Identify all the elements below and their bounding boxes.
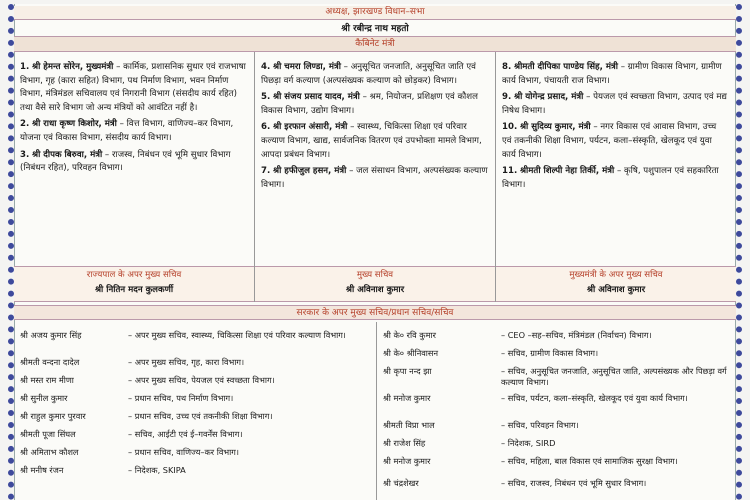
minister-entry: 3. श्री दीपक बिरुवा, मंत्री – राजस्व, निबंधन एवं भूमि सुधार विभाग (निबंधन रहित), परिवहन विभाग। xyxy=(20,149,231,174)
minister-entry: 11. श्रीमती शिल्पी नेहा तिर्की, मंत्री – कृषि, पशुपालन एवं सहकारिता विभाग। xyxy=(502,166,719,190)
column-divider xyxy=(254,52,255,266)
speaker-name: श्री रबीन्द्र नाथ महतो xyxy=(341,24,409,34)
minister-entry: 5. श्री संजय प्रसाद यादव, मंत्री – श्रम, नियोजन, प्रशिक्षण एवं कौशल विकास विभाग, उद्योग विभाग। xyxy=(261,92,478,116)
gov-secretaries-heading: सरकार के अपर मुख्य सचिव/प्रधान सचिव/सचिव xyxy=(14,305,736,320)
minister-entry: 10. श्री सुदिव्य कुमार, मंत्री – नगर विकास एवं आवास विभाग, उच्च एवं तकनीकी शिक्षा विभाग, पर्यटन, कला–संस्कृति, खेलकूद एवं युवा कार्य विभाग। xyxy=(502,122,717,160)
cabinet-column-3 xyxy=(502,61,728,195)
column-divider xyxy=(376,322,377,500)
minister-entry: 2. श्री राधा कृष्ण किशोर, मंत्री – वित्त विभाग, वाणिज्य–कर विभाग, योजना एवं विकास विभाग, संसदीय कार्य विभाग। xyxy=(20,119,234,143)
minister-entry: 6. श्री इरफान अंसारी, मंत्री – स्वास्थ्य, चिकित्सा शिक्षा एवं परिवार कल्याण विभाग, खाद्य, सार्वजनिक वितरण एवं उपभोक्ता मामले विभाग, आपदा प्रबंधन विभाग। xyxy=(261,122,482,160)
secretary-governor: राज्यपाल के अपर मुख्य सचिव श्री नितिन मदन कुलकर्णी xyxy=(86,270,182,295)
minister-entry: 8. श्रीमती दीपिका पाण्डेय सिंह, मंत्री – ग्रामीण विकास विभाग, ग्रामीण कार्य विभाग, पंचायती राज विभाग। xyxy=(502,62,722,86)
secretary-cm: मुख्यमंत्री के अपर मुख्य सचिव श्री अविनाश कुमार xyxy=(569,270,663,295)
cabinet-column-1 xyxy=(20,61,248,179)
secretary-chief: मुख्य सचिव श्री अविनाश कुमार xyxy=(345,270,405,295)
minister-entry: 9. श्री योगेन्द्र प्रसाद, मंत्री – पेयजल एवं स्वच्छता विभाग, उत्पाद एवं मद्य निषेध विभाग। xyxy=(502,92,727,116)
cabinet-column-2 xyxy=(261,61,489,195)
speaker-title: अध्यक्ष, झारखण्ड विधान–सभा xyxy=(14,6,736,20)
document-page: अध्यक्ष, झारखण्ड विधान–सभा श्री रबीन्द्र नाथ महतो कैबिनेट मंत्री 1. श्री हेमन्त सोरेन, मुख्यमंत्री – कार्मिक, प्रशासनिक सुधार एवं राजभाषा विभाग, गृह (कारा सहित) विभाग, पथ निर्माण विभाग, भवन निर्माण विभाग, मंत्रिमंडल सचिवालय एवं निगरानी विभाग (संसदीय कार्य रहित) तथा वैसे सारे विभाग जो अन्य मंत्रियों को आवंटित नहीं है। 2. श्री राधा कृष्ण किशोर, मंत्री – वित्त विभाग, वाणिज्य–कर विभाग, योजना एवं विकास विभाग, संसदीय कार्य विभाग। 3. श्री दीपक बिरुवा, मंत्री – राजस्व, निबंधन एवं भूमि सुधार विभाग (निबंधन रहित), परिवहन विभाग। 4. श्री चमरा लिण्डा, मंत्री – अनुसूचित जनजाति, अनुसूचित जाति एवं पिछड़ा वर्ग कल्याण (अल्पसंख्यक कल्याण को छोड़कर) विभाग। 5. श्री संजय प्रसाद यादव, मंत्री – श्रम, नियोजन, प्रशिक्षण एवं कौशल विकास विभाग, उद्योग विभाग। 6. श्री इरफान अंसारी, मंत्री – स्वास्थ्य, चिकित्सा शिक्षा एवं परिवार कल्याण विभाग, खाद्य, सार्वजनिक वितरण एवं उपभोक्ता मामले विभाग, आपदा प्रबंधन विभाग। 7. श्री हफीजुल हसन, मंत्री – जल संसाधन विभाग, अल्पसंख्यक कल्याण विभाग। 8. श्रीमती दीपिका पाण्डेय सिंह, मंत्री – ग्रामीण विकास विभाग, ग्रामीण कार्य विभाग, पंचायती राज विभाग। 9. श्री योगेन्द्र प्रसाद, मंत्री – पेयजल एवं स्वच्छता विभाग, उत्पाद एवं मद्य निषेध विभाग। 10. श्री सुदिव्य कुमार, मंत्री – नगर विकास एवं आवास विभाग, उच्च एवं तकनीकी शिक्षा विभाग, पर्यटन, कला–संस्कृति, खेलकूद एवं युवा कार्य विभाग। 11. श्रीमती शिल्पी नेहा तिर्की, मंत्री – कृषि, पशुपालन एवं सहकारिता विभाग। राज्यपाल के अपर मुख्य सचिव श्री नितिन मदन कुलकर्णी मुख्य सचिव श्री अविनाश कुमार मुख्यमंत्री के अपर मुख्य सचिव श्री अविनाश कुमार सरकार के अपर मुख्य सचिव/प्रधान सचिव/सचिव श्री अजय कुमार सिंह – अपर मुख्य सचिव, स्वास्थ्य, चिकित्सा शिक्षा एवं परिवार कल्याण विभाग। श्रीमती वन्दना दादेल – अपर मुख्य सचिव, गृह, कारा विभाग। श्री मस्त राम मीणा – अपर मुख्य सचिव, पेयजल एवं स्वच्छता विभाग। श्री सुनील कुमार – प्रधान सचिव, पथ निर्माण विभाग। श्री राहुल कुमार पुरवार – प्रधान सचिव, उच्च एवं तकनीकी शिक्षा विभाग। श्रीमती पूजा सिंघल – सचिव, आईटी एवं ई–गवर्नेंस विभाग। श्री अमिताभ कौशल – प्रधान सचिव, वाणिज्य–कर विभाग। श्री मनीष रंजन – निदेशक, SKIPA श्री के० रवि कुमार – CEO –सह–सचिव, मंत्रिमंडल (निर्वाचन) विभाग। श्री के० श्रीनिवासन – सचिव, ग्रामीण विकास विभाग। श्री कृपा नन्द झा – सचिव, अनुसूचित जनजाति, अनुसूचित जाति, अल्पसंख्यक और पिछड़ा वर्ग कल्याण विभाग। श्री मनोज कुमार – सचिव, पर्यटन, कला–संस्कृति, खेलकूद एवं युवा कार्य विभाग। श्रीमती विप्रा भाल – सचिव, परिवहन विभाग। श्री राजेश सिंह – निदेशक, SIRD श्री मनोज कुमार – सचिव, महिला, बाल विकास एवं सामाजिक सुरक्षा विभाग। श्री चंद्रशेखर – सचिव, राजस्व, निबंधन एवं भूमि सुधार विभाग। xyxy=(0,0,750,500)
minister-entry: 7. श्री हफीजुल हसन, मंत्री – जल संसाधन विभाग, अल्पसंख्यक कल्याण विभाग। xyxy=(261,166,488,190)
cabinet-heading: कैबिनेट मंत्री xyxy=(14,36,736,52)
minister-entry: 4. श्री चमरा लिण्डा, मंत्री – अनुसूचित जनजाति, अनुसूचित जाति एवं पिछड़ा वर्ग कल्याण (अल्पसंख्यक कल्याण को छोड़कर) विभाग। xyxy=(261,62,476,86)
minister-entry: 1. श्री हेमन्त सोरेन, मुख्यमंत्री – कार्मिक, प्रशासनिक सुधार एवं राजभाषा विभाग, गृह (कारा सहित) विभाग, पथ निर्माण विभाग, भवन निर्माण विभाग, मंत्रिमंडल सचिवालय एवं निगरानी विभाग (संसदीय कार्य रहित) तथा वैसे सारे विभाग जो अन्य मंत्रियों को आवंटित नहीं है। xyxy=(20,62,246,113)
column-divider xyxy=(495,52,496,266)
